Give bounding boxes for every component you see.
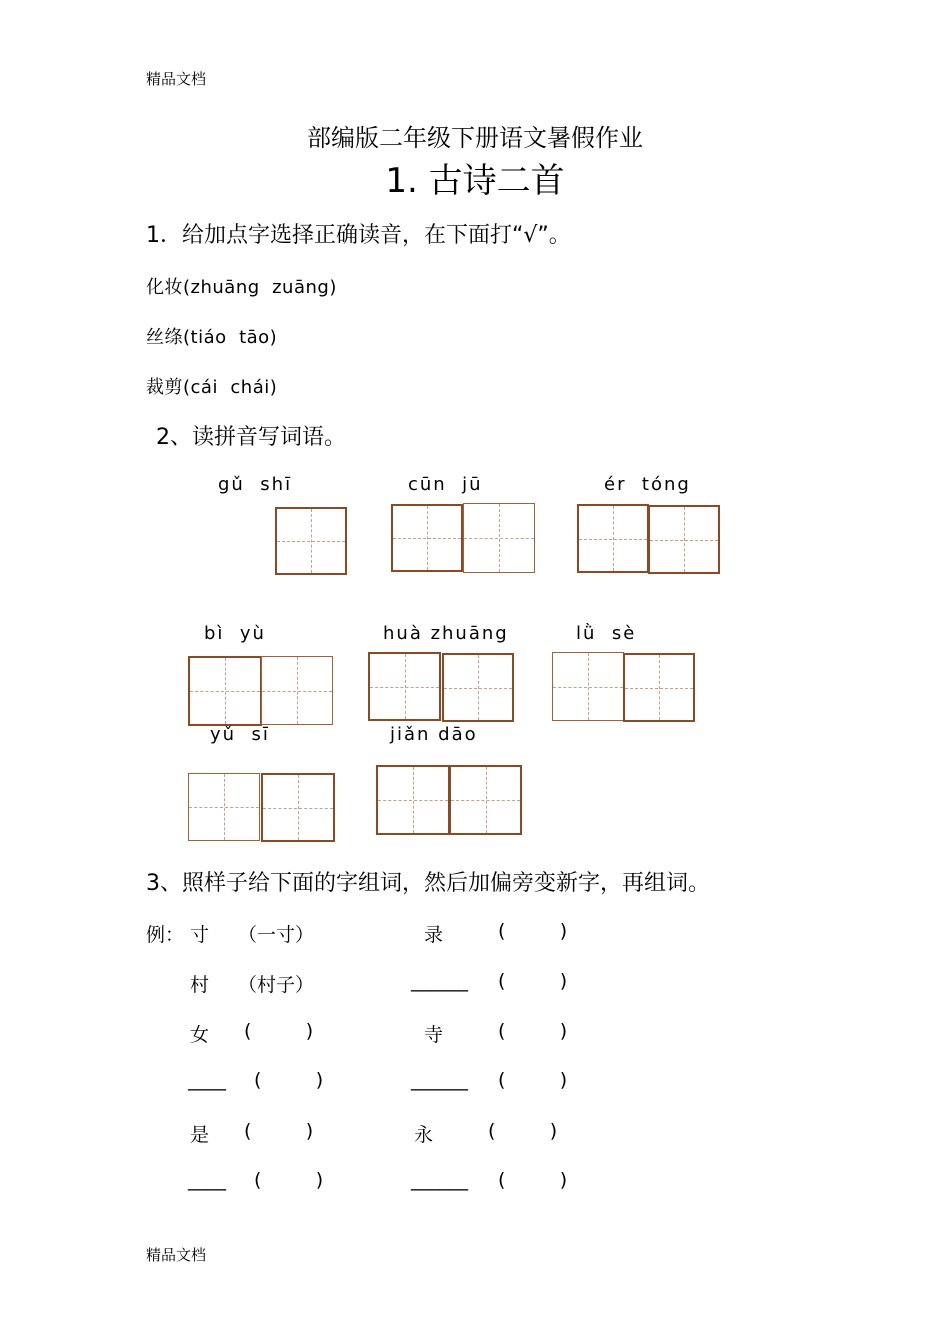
pinyin-label: yǔ sī — [210, 724, 270, 745]
base-char: 是 — [190, 1124, 210, 1146]
writing-grid-box[interactable] — [623, 653, 695, 722]
word-blank[interactable]: ( ) — [254, 1169, 324, 1191]
base-char: 寺 — [424, 1024, 444, 1046]
writing-grid-box[interactable] — [449, 765, 522, 835]
writing-grid-box[interactable] — [552, 652, 624, 721]
word-blank[interactable]: ( ) — [498, 1020, 568, 1042]
writing-grid-box[interactable] — [188, 773, 260, 841]
page-footer: 精品文档 — [146, 1246, 207, 1264]
word-blank[interactable]: ( ) — [488, 1120, 558, 1142]
writing-grid-box[interactable] — [368, 652, 441, 721]
base-char: 永 — [414, 1124, 434, 1146]
word-blank[interactable]: ( ) — [498, 920, 568, 942]
word-blank[interactable]: ( ) — [498, 970, 568, 992]
base-char: 村 — [190, 974, 210, 996]
word-blank[interactable]: ( ) — [244, 1020, 314, 1042]
q1-item: 丝绦(tiáo tāo) — [146, 327, 278, 348]
char-blank[interactable]: ____ — [188, 1169, 226, 1191]
pinyin-label: bì yù — [204, 623, 266, 644]
pinyin-label: jiǎn dāo — [390, 724, 478, 745]
q1-item: 裁剪(cái chái) — [146, 377, 278, 398]
word-blank: （村子） — [238, 974, 315, 996]
writing-grid-box[interactable] — [188, 656, 262, 726]
example-label: 例： — [146, 924, 185, 946]
lesson-title: 1. 古诗二首 — [385, 161, 565, 201]
writing-grid-box[interactable] — [275, 507, 347, 575]
pinyin-label: huà zhuāng — [383, 623, 509, 644]
char-blank[interactable]: ______ — [411, 1169, 468, 1191]
document-title: 部编版二年级下册语文暑假作业 — [307, 124, 643, 152]
writing-grid-box[interactable] — [442, 653, 514, 722]
pinyin-label: lǜ sè — [576, 623, 637, 644]
writing-grid-box[interactable] — [261, 656, 333, 725]
pinyin-label: ér tóng — [604, 474, 691, 495]
word-blank[interactable]: ( ) — [254, 1069, 324, 1091]
page-header: 精品文档 — [146, 70, 207, 88]
base-char: 寸 — [190, 924, 210, 946]
char-blank[interactable]: ______ — [411, 1069, 468, 1091]
word-blank[interactable]: ( ) — [498, 1069, 568, 1091]
word-blank[interactable]: ( ) — [498, 1169, 568, 1191]
writing-grid-box[interactable] — [648, 505, 720, 574]
writing-grid-box[interactable] — [376, 765, 450, 835]
char-blank[interactable]: ______ — [411, 970, 468, 992]
q1-prompt: 1．给加点字选择正确读音，在下面打“√”。 — [146, 223, 571, 248]
q3-prompt: 3、照样子给下面的字组词，然后加偏旁变新字，再组词。 — [146, 871, 710, 896]
writing-grid-box[interactable] — [577, 504, 649, 573]
pinyin-label: gǔ shī — [218, 474, 293, 495]
writing-grid-box[interactable] — [261, 773, 335, 842]
writing-grid-box[interactable] — [463, 503, 535, 573]
pinyin-label: cūn jū — [408, 474, 483, 495]
q2-prompt: 2、读拼音写词语。 — [156, 425, 346, 450]
base-char: 录 — [424, 924, 444, 946]
base-char: 女 — [190, 1024, 210, 1046]
writing-grid-box[interactable] — [391, 504, 463, 572]
word-blank: （一寸） — [238, 924, 315, 946]
word-blank[interactable]: ( ) — [244, 1120, 314, 1142]
char-blank[interactable]: ____ — [188, 1069, 226, 1091]
q1-item: 化妆(zhuāng zuāng) — [146, 277, 337, 298]
